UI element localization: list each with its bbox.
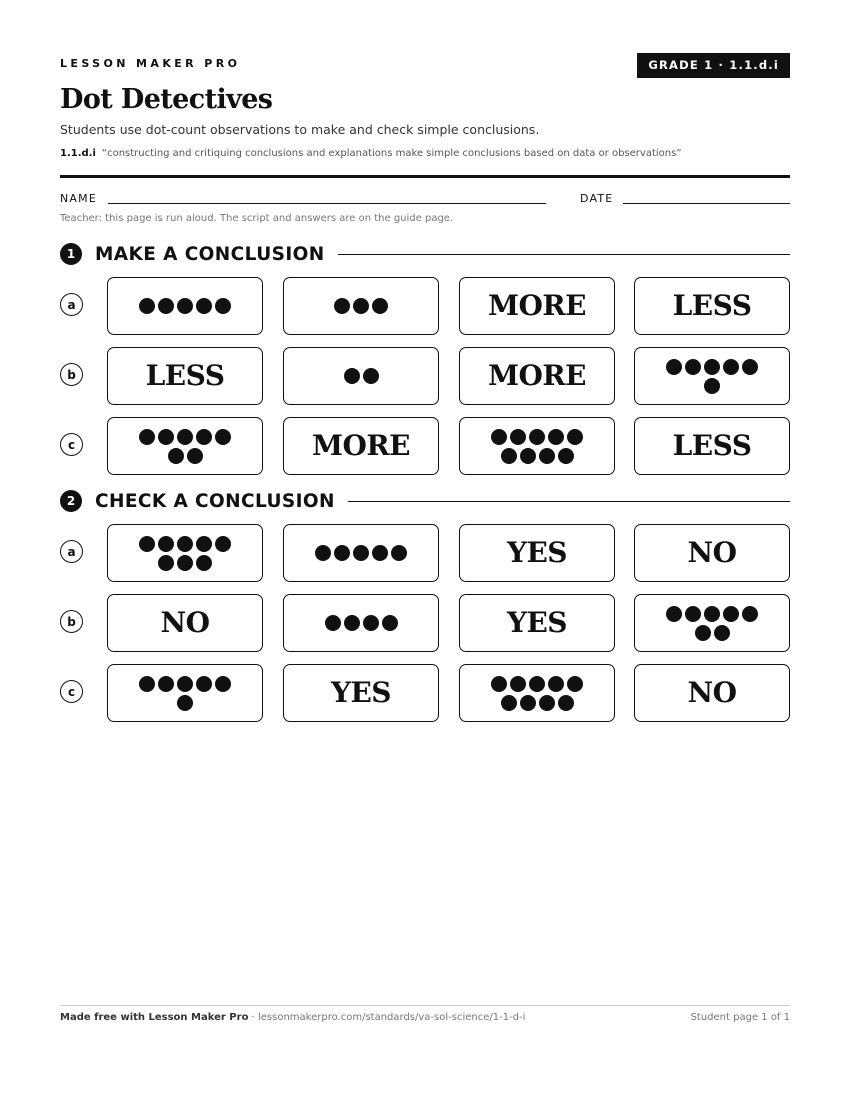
header-divider — [60, 175, 790, 178]
dot-row — [665, 606, 760, 622]
dot — [177, 676, 193, 692]
dot-card[interactable] — [107, 417, 263, 475]
dot-card[interactable] — [107, 524, 263, 582]
grade-badge: GRADE 1 · 1.1.d.i — [637, 53, 790, 78]
dot — [177, 555, 193, 571]
dot — [363, 615, 379, 631]
question-row — [60, 347, 790, 407]
dot — [363, 368, 379, 384]
standard-code: 1.1.d.i — [60, 148, 96, 159]
dot-row — [703, 378, 722, 394]
question-row — [60, 594, 790, 654]
dot — [501, 448, 517, 464]
dot — [704, 378, 720, 394]
dot — [491, 429, 507, 445]
dot — [196, 676, 212, 692]
word-card[interactable] — [459, 594, 615, 652]
name-label: NAME — [60, 192, 97, 205]
section-title: CHECK A CONCLUSION — [95, 490, 335, 512]
dot — [666, 359, 682, 375]
dot-row — [138, 298, 233, 314]
card-word: NO — [687, 676, 737, 709]
dot — [567, 676, 583, 692]
word-card[interactable] — [459, 524, 615, 582]
section-number: 1 — [60, 243, 82, 265]
dot — [215, 298, 231, 314]
dot-row — [499, 448, 575, 464]
card-word: YES — [506, 536, 568, 569]
dot — [177, 695, 193, 711]
dot — [215, 536, 231, 552]
dot — [196, 536, 212, 552]
word-card[interactable] — [459, 277, 615, 335]
dot-row — [333, 298, 390, 314]
row-letter: c — [60, 680, 83, 703]
dot — [539, 448, 555, 464]
dot — [344, 368, 360, 384]
card-word: NO — [160, 606, 210, 639]
dot — [334, 545, 350, 561]
dot — [177, 298, 193, 314]
dot — [539, 695, 555, 711]
card-word: MORE — [488, 289, 586, 322]
dot — [139, 298, 155, 314]
dot — [742, 606, 758, 622]
dot — [139, 429, 155, 445]
dot — [215, 429, 231, 445]
footer-page-label: Student page 1 of 1 — [690, 1012, 790, 1023]
section-make-conclusion — [60, 242, 790, 266]
dot-card[interactable] — [283, 594, 439, 652]
page-subtitle: Students use dot-count observations to make and check simple conclusions. — [60, 122, 540, 137]
dot-row — [499, 695, 575, 711]
dot — [567, 429, 583, 445]
dot — [520, 695, 536, 711]
dot — [215, 676, 231, 692]
dot — [177, 429, 193, 445]
row-letter: c — [60, 433, 83, 456]
word-card[interactable] — [634, 417, 790, 475]
dot-row — [176, 695, 195, 711]
dot — [723, 606, 739, 622]
brand-name: LESSON MAKER PRO — [60, 57, 241, 70]
dot — [372, 298, 388, 314]
word-card[interactable] — [634, 664, 790, 722]
dot — [742, 359, 758, 375]
section-rule — [338, 254, 790, 255]
dot — [325, 615, 341, 631]
dot — [685, 606, 701, 622]
dot-row — [342, 368, 380, 384]
dot — [158, 429, 174, 445]
dot-row — [138, 536, 233, 552]
dot — [196, 555, 212, 571]
word-card[interactable] — [634, 277, 790, 335]
dot — [548, 429, 564, 445]
row-letter: b — [60, 610, 83, 633]
dot — [139, 676, 155, 692]
dot — [685, 359, 701, 375]
dot — [558, 448, 574, 464]
dot — [723, 359, 739, 375]
card-word: LESS — [672, 429, 752, 462]
dot-row — [693, 625, 731, 641]
dot-card[interactable] — [283, 347, 439, 405]
dot — [353, 545, 369, 561]
dot — [491, 676, 507, 692]
date-label: DATE — [580, 192, 614, 205]
dot — [344, 615, 360, 631]
name-field[interactable] — [108, 203, 546, 204]
dot — [520, 448, 536, 464]
dot-card[interactable] — [107, 664, 263, 722]
dot-card[interactable] — [459, 417, 615, 475]
dot — [704, 359, 720, 375]
footer-separator: · — [248, 1012, 258, 1023]
card-word: MORE — [488, 359, 586, 392]
word-card[interactable] — [459, 347, 615, 405]
page-title: Dot Detectives — [60, 84, 273, 115]
dot-row — [490, 429, 585, 445]
footer-made-with: Made free with Lesson Maker Pro — [60, 1012, 249, 1023]
dot — [177, 536, 193, 552]
section-rule — [348, 501, 790, 502]
word-card[interactable] — [634, 524, 790, 582]
dot — [372, 545, 388, 561]
dot — [714, 625, 730, 641]
footer-url[interactable]: lessonmakerpro.com/standards/va-sol-science/1-1-d-i — [257, 1012, 526, 1023]
dot-card[interactable] — [459, 664, 615, 722]
dot-card[interactable] — [107, 277, 263, 335]
dot — [187, 448, 203, 464]
dot — [558, 695, 574, 711]
card-word: LESS — [145, 359, 225, 392]
dot — [158, 298, 174, 314]
standard-text: “constructing and critiquing conclusions and explanations make simple conclusions based on data or observations” — [101, 148, 682, 159]
row-letter: b — [60, 363, 83, 386]
card-word: YES — [330, 676, 392, 709]
dot-row — [157, 555, 214, 571]
word-card[interactable] — [283, 417, 439, 475]
dot-row — [138, 429, 233, 445]
question-row — [60, 664, 790, 724]
date-field[interactable] — [623, 203, 790, 204]
dot-card[interactable] — [283, 524, 439, 582]
dot-row — [665, 359, 760, 375]
dot — [382, 615, 398, 631]
row-letter: a — [60, 540, 83, 563]
question-row — [60, 277, 790, 337]
dot-row — [314, 545, 409, 561]
word-card[interactable] — [107, 347, 263, 405]
dot — [548, 676, 564, 692]
dot — [158, 555, 174, 571]
dot — [695, 625, 711, 641]
card-word: YES — [506, 606, 568, 639]
section-title: MAKE A CONCLUSION — [95, 243, 325, 265]
dot-card[interactable] — [634, 594, 790, 652]
card-word: NO — [687, 536, 737, 569]
dot-card[interactable] — [634, 347, 790, 405]
dot — [196, 429, 212, 445]
row-letter: a — [60, 293, 83, 316]
dot-row — [323, 615, 399, 631]
standard-line — [60, 148, 682, 159]
card-word: LESS — [672, 289, 752, 322]
dot — [391, 545, 407, 561]
word-card[interactable] — [107, 594, 263, 652]
word-card[interactable] — [283, 664, 439, 722]
dot-row — [138, 676, 233, 692]
dot — [501, 695, 517, 711]
footer-credit — [60, 1012, 525, 1023]
dot-card[interactable] — [283, 277, 439, 335]
question-row — [60, 417, 790, 477]
dot — [529, 676, 545, 692]
dot — [704, 606, 720, 622]
teacher-note: Teacher: this page is run aloud. The script and answers are on the guide page. — [60, 213, 454, 224]
section-number: 2 — [60, 490, 82, 512]
dot-row — [166, 448, 204, 464]
dot — [510, 676, 526, 692]
dot — [529, 429, 545, 445]
section-check-conclusion — [60, 489, 790, 513]
dot — [158, 676, 174, 692]
question-row — [60, 524, 790, 584]
dot — [139, 536, 155, 552]
dot — [334, 298, 350, 314]
card-word: MORE — [312, 429, 410, 462]
dot — [353, 298, 369, 314]
dot — [168, 448, 184, 464]
dot — [666, 606, 682, 622]
dot-row — [490, 676, 585, 692]
footer-divider — [60, 1005, 790, 1006]
dot — [158, 536, 174, 552]
dot — [315, 545, 331, 561]
dot — [510, 429, 526, 445]
dot — [196, 298, 212, 314]
